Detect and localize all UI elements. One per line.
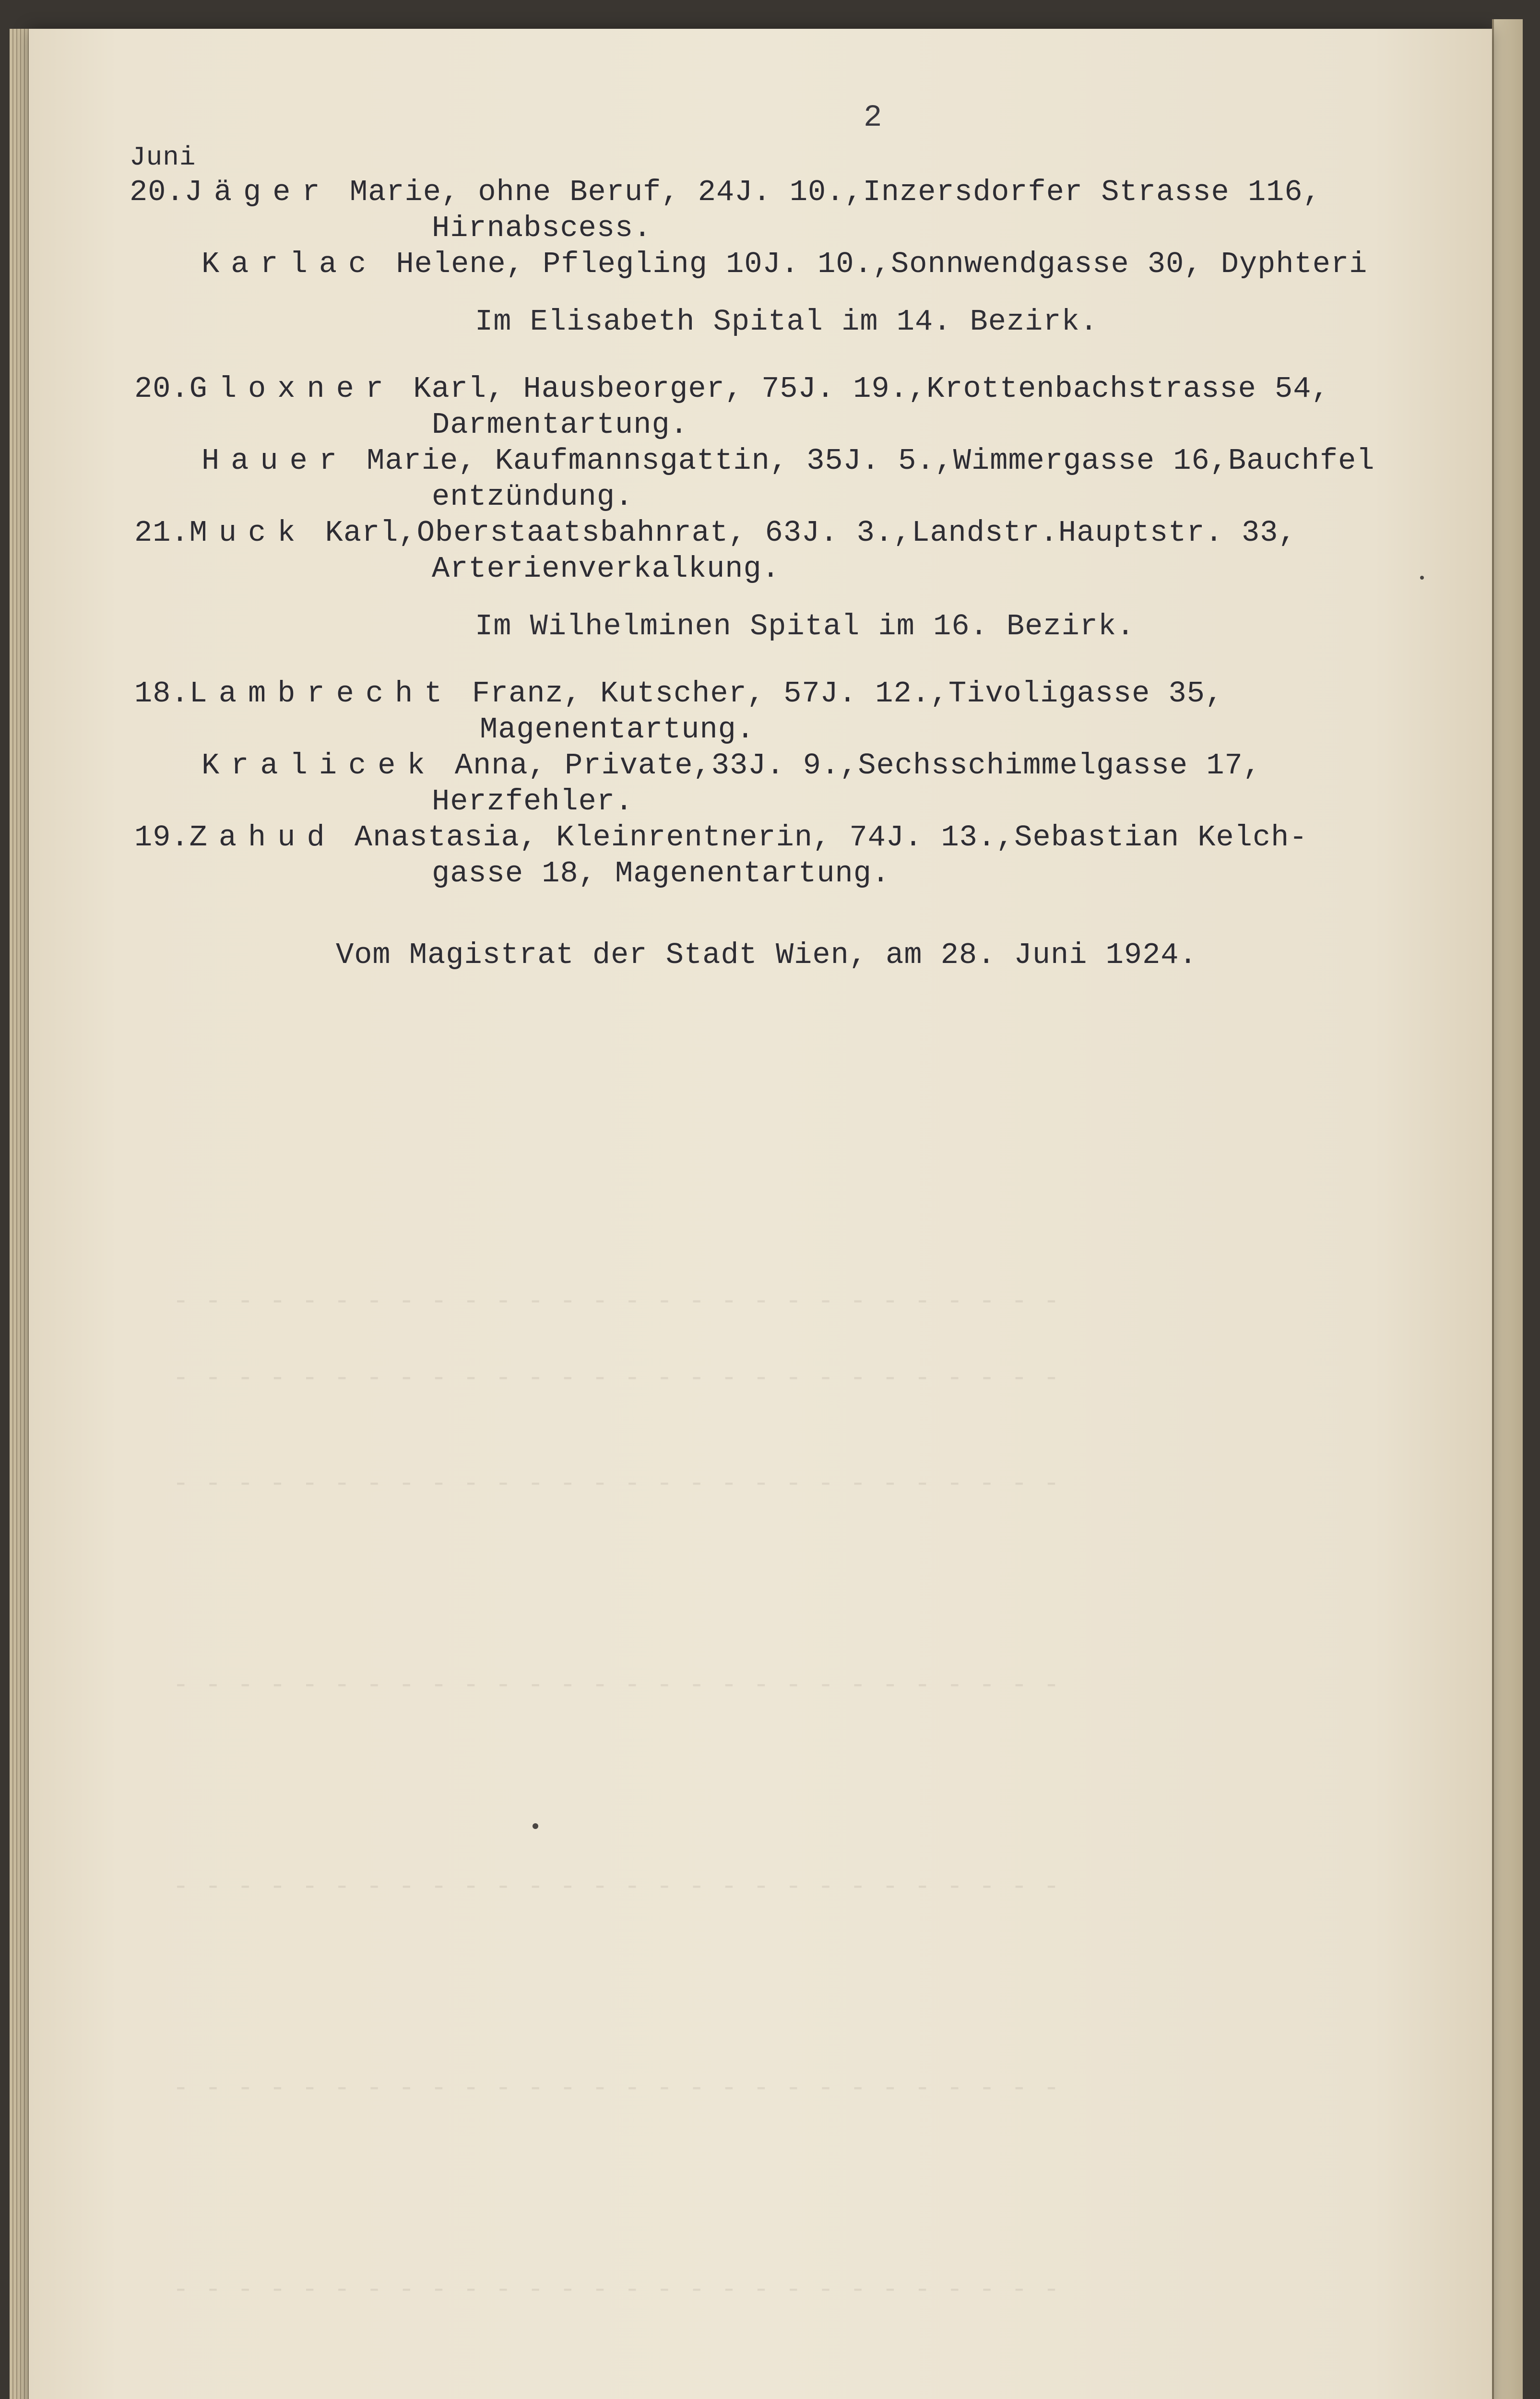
closing-line: Vom Magistrat der Stadt Wien, am 28. Juni 1924.: [336, 938, 1197, 972]
entry-continuation: gasse 18, Magenentartung.: [432, 856, 890, 891]
entry-line: [130, 175, 1321, 209]
entry-surname: Zahud: [189, 820, 336, 855]
entry-surname: Karlac: [201, 247, 378, 281]
entry-surname: Gloxner: [189, 372, 395, 406]
entry-continuation: Magenentartung.: [480, 713, 755, 747]
entry-surname: Jäger: [184, 175, 332, 209]
entry-line: [201, 249, 1367, 279]
entry-details: Marie, Kaufmannsgattin, 35J. 5.,Wimmergasse 16,Bauchfel: [367, 444, 1375, 478]
entry-continuation: Herzfehler.: [432, 784, 634, 819]
stacked-page-edges: [10, 29, 29, 2399]
entry-day: 21.: [134, 516, 190, 550]
entry-line: [201, 748, 1261, 783]
entry-line: [134, 679, 1223, 709]
entry-details: Karl,Oberstaatsbahnrat, 63J. 3.,Landstr.Hauptstr. 33,: [325, 516, 1297, 550]
entry-day: 20.: [134, 372, 190, 406]
entry-line: [134, 820, 1308, 855]
entry-line: [134, 518, 1297, 548]
entry-day: 18.: [134, 677, 190, 711]
entry-details: Franz, Kutscher, 57J. 12.,Tivoligasse 35,: [472, 677, 1224, 711]
entry-surname: Hauer: [201, 444, 349, 478]
month-label: Juni: [130, 142, 196, 173]
entry-line: [201, 446, 1375, 476]
section-heading: Im Wilhelminen Spital im 16. Bezirk.: [475, 609, 1135, 643]
paper-speck: [1420, 576, 1424, 580]
entry-surname: Lambrecht: [189, 677, 454, 711]
entry-continuation: Darmentartung.: [432, 408, 688, 442]
entry-line: [134, 374, 1330, 404]
entry-continuation: Arterienverkalkung.: [432, 552, 780, 586]
entry-day: 19.: [134, 820, 190, 855]
entry-continuation: Hirnabscess.: [432, 211, 652, 245]
entry-details: Anna, Private,33J. 9.,Sechsschimmelgasse 17,: [454, 748, 1261, 783]
entry-details: Marie, ohne Beruf, 24J. 10.,Inzersdorfer Strasse 116,: [349, 175, 1321, 209]
entry-surname: Muck: [189, 516, 307, 550]
paper-speck: [533, 1823, 538, 1829]
entry-details: Karl, Hausbeorger, 75J. 19.,Krottenbachstrasse 54,: [413, 372, 1330, 406]
next-page-edge: [1492, 19, 1523, 2399]
entry-surname: Kralicek: [201, 748, 437, 783]
entry-details: Helene, Pflegling 10J. 10.,Sonnwendgasse 30, Dyphteri: [396, 247, 1368, 281]
page-number: 2: [864, 101, 882, 135]
section-heading: Im Elisabeth Spital im 14. Bezirk.: [475, 305, 1099, 339]
entry-day: 20.: [130, 175, 185, 209]
document-page: - - - - - - - - - - - - - - - - - - - - - - - - - - - - - - - - - - - - - - - - - - - - - - - - - - - - - - - - - - - - - - - - - - - - - - - - - - - - - - - - - - - - - - - - - - - - - - - - - - - - - - - - - - - - - - - - - - - - - - - - - - - - - - - - - - - - - - - - - - - - - - - - - - - - - - - - - - - - - - - - - - - - - - - - - - - - - - - - - - - - - - - - - - - - - - - - - - - - 2 Juni 20.Jäger Marie, ohne Beruf, 24J. 10.,Inzersdorfer Strasse 116, Hirnabscess. Karlac Helene, Pflegling 10J. 10.,Sonnwendgasse 30, Dyphteri Im Elisabeth Spital im 14. Bezirk. 20.Gloxner Karl, Hausbeorger, 75J. 19.,Krottenbachstrasse 54, Darmentartung. Hauer Marie, Kaufmannsgattin, 35J. 5.,Wimmergasse 16,Bauchfel entzündung. 21.Muck Karl,Oberstaatsbahnrat, 63J. 3.,Landstr.Hauptstr. 33, Arterienverkalkung. Im Wilhelminen Spital im 16. Bezirk. 18.Lambrecht Franz, Kutscher, 57J. 12.,Tivoligasse 35, Magenentartung. Kralicek Anna, Private,33J. 9.,Sechsschimmelgasse 17, Herzfehler. 19.Zahud Anastasia, Kleinrentnerin, 74J. 13.,Sebastian Kelch- gasse 18, Magenentartung. Vom Magistrat der Stadt Wien, am 28. Juni 1924.: [29, 29, 1492, 2399]
entry-details: Anastasia, Kleinrentnerin, 74J. 13.,Sebastian Kelch-: [354, 820, 1308, 855]
entry-continuation: entzündung.: [432, 480, 634, 514]
